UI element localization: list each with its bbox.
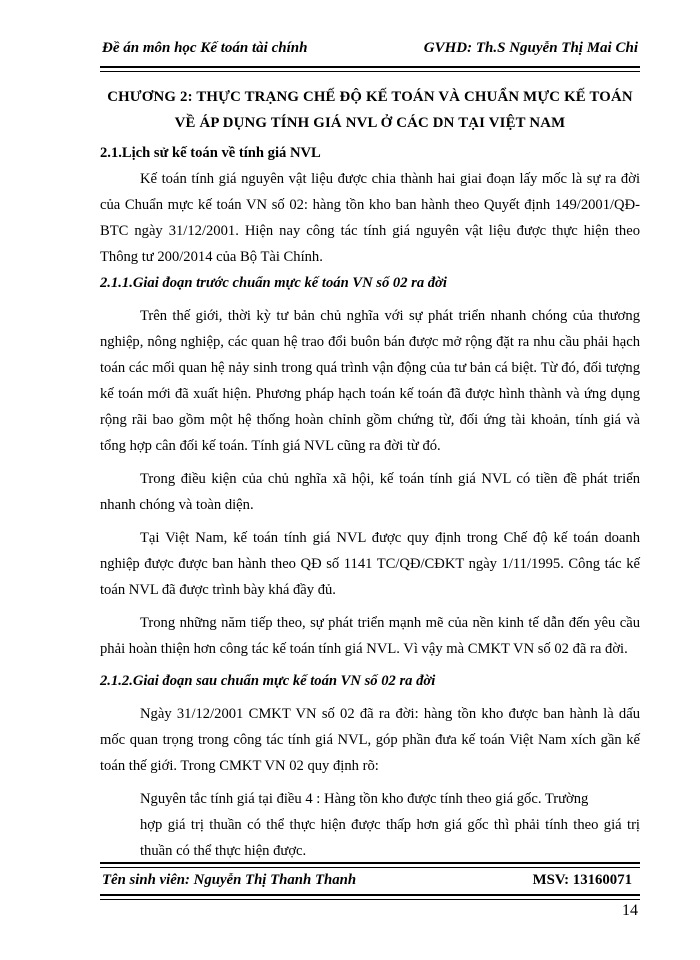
paragraph: Trong điều kiện của chủ nghĩa xã hội, kế toán tính giá NVL có tiền đề phát triển nhanh chóng và toàn diện. — [100, 471, 640, 513]
footer-student-id: MSV: 13160071 — [532, 872, 632, 888]
page-footer — [100, 872, 640, 894]
section-heading-2-1: 2.1.Lịch sử kế toán về tính giá NVL — [100, 145, 321, 161]
header-supervisor: GVHD: Th.S Nguyễn Thị Mai Chi — [423, 40, 638, 56]
page-header — [100, 40, 640, 62]
chapter-title-line-2: VỀ ÁP DỤNG TÍNH GIÁ NVL Ở CÁC DN TẠI VIỆT NAM — [174, 115, 566, 131]
paragraph-principle-continuation: hợp giá trị thuần có thể thực hiện được thấp hơn giá gốc thì phải tính theo giá trị thuần có thể thực hiện được. — [140, 817, 640, 859]
footer-bottom-divider — [100, 894, 640, 900]
chapter-title-line-1: CHƯƠNG 2: THỰC TRẠNG CHẾ ĐỘ KẾ TOÁN VÀ CHUẨN MỰC KẾ TOÁN — [107, 89, 633, 105]
paragraph: Tại Việt Nam, kế toán tính giá NVL được quy định trong Chế độ kế toán doanh nghiệp được được ban hành theo QĐ số 1141 TC/QĐ/CĐKT ngày 1/11/1995. Công tác kế toán NVL đã được trình bày khá đầy đủ. — [100, 530, 640, 598]
paragraph: Trên thế giới, thời kỳ tư bản chủ nghĩa với sự phát triển nhanh chóng của thương nghiệp, nông nghiệp, các quan hệ trao đổi buôn bán được mở rộng đặt ra nhu cầu phải hạch toán các mối quan hệ nảy sinh trong quá trình vận động của tư bản cá biệt. Từ đó, đối tượng kế toán mới đã xuất hiện. Phương pháp hạch toán kế toán đã được hình thành và ứng dụng rộng rãi bao gồm một hệ thống hoàn chỉnh gồm chứng từ, đối ứng tài khoản, tính giá và tổng hợp cân đối kế toán. Tính giá NVL cũng ra đời từ đó. — [100, 308, 640, 454]
page-number: 14 — [622, 902, 638, 919]
header-course-title: Đề án môn học Kế toán tài chính — [102, 40, 308, 56]
paragraph: Kế toán tính giá nguyên vật liệu được chia thành hai giai đoạn lấy mốc là sự ra đời của Chuẩn mực kế toán VN số 02: hàng tồn kho ban hành theo Quyết định 149/2001/QĐ-BTC ngày 31/12/2001. Hiện nay công tác tính giá nguyên vật liệu được thực hiện theo Thông tư 200/2014 của Bộ Tài Chính. — [100, 171, 640, 265]
footer-divider — [100, 862, 640, 868]
paragraph: Ngày 31/12/2001 CMKT VN số 02 đã ra đời: hàng tồn kho được ban hành là dấu mốc quan trọng trong công tác tính giá NVL, góp phần đưa kế toán Việt Nam xích gần kế toán thế giới. Trong CMKT VN 02 quy định rõ: — [100, 706, 640, 774]
section-heading-2-1-2: 2.1.2.Giai đoạn sau chuẩn mực kế toán VN số 02 ra đời — [100, 673, 436, 689]
footer-student-name: Tên sinh viên: Nguyễn Thị Thanh Thanh — [102, 872, 357, 888]
header-divider — [100, 66, 640, 72]
paragraph-principle-first-line: Nguyên tắc tính giá tại điều 4 : Hàng tồn kho được tính theo giá gốc. Trường — [140, 791, 589, 807]
page-content — [100, 84, 640, 864]
section-heading-2-1-1: 2.1.1.Giai đoạn trước chuẩn mực kế toán VN số 02 ra đời — [100, 275, 447, 291]
paragraph: Trong những năm tiếp theo, sự phát triển mạnh mẽ của nền kinh tế dẫn đến yêu cầu phải hoàn thiện hơn công tác kế toán tính giá NVL. Vì vậy mà CMKT VN số 02 đã ra đời. — [100, 615, 640, 657]
